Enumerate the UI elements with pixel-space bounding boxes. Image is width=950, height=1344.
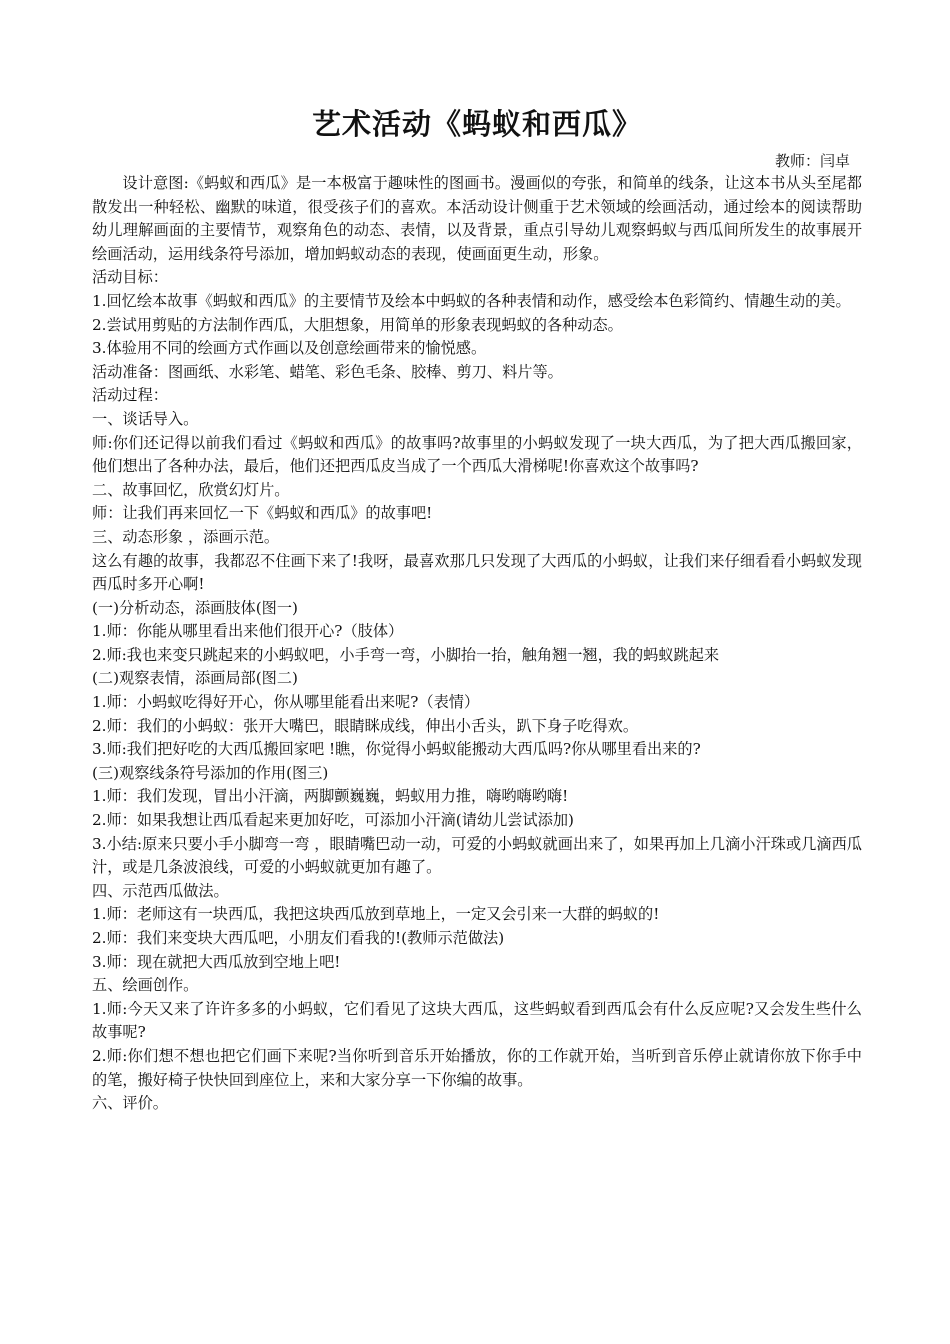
document-page xyxy=(92,100,862,1116)
paragraph: 1.师：小蚂蚁吃得好开心，你从哪里能看出来呢?（表情） xyxy=(92,693,480,712)
teacher-name: 教师：闫卓 xyxy=(774,152,850,170)
goal-item-1: 1.回忆绘本故事《蚂蚁和西瓜》的主要情节及绘本中蚂蚁的各种表情和动作，感受绘本色彩简约、情趣生动的美。 xyxy=(92,291,851,310)
paragraph: 2.师：如果我想让西瓜看起来更加好吃，可添加小汗滴(请幼儿尝试添加) xyxy=(92,811,574,830)
paragraph: 1.师:今天又来了许许多多的小蚂蚁，它们看见了这块大西瓜，这些蚂蚁看到西瓜会有什么反应呢?又会发生些什么故事呢? xyxy=(92,999,862,1042)
process-heading: 活动过程： xyxy=(92,386,168,405)
paragraph: 师：让我们再来回忆一下《蚂蚁和西瓜》的故事吧! xyxy=(92,504,433,523)
paragraph: 1.师：我们发现，冒出小汗滴，两脚颤巍巍，蚂蚁用力推，嗨哟嗨哟嗨! xyxy=(92,787,569,806)
paragraph: 1.师：老师这有一块西瓜，我把这块西瓜放到草地上，一定又会引来一大群的蚂蚁的! xyxy=(92,905,660,924)
paragraph: 师:你们还记得以前我们看过《蚂蚁和西瓜》的故事吗?故事里的小蚂蚁发现了一块大西瓜，为了把大西瓜搬回家，他们想出了各种办法，最后，他们还把西瓜皮当成了一个西瓜大滑梯呢!你喜欢这个故事吗? xyxy=(92,433,862,476)
section-heading-6: 六、评价。 xyxy=(92,1094,168,1113)
paragraph: 3.师:我们把好吃的大西瓜搬回家吧 !瞧，你觉得小蚂蚁能搬动大西瓜吗?你从哪里看出来的? xyxy=(92,740,701,759)
document-title: 艺术活动《蚂蚁和西瓜》 xyxy=(311,107,642,141)
subsection-heading: (三)观察线条符号添加的作用(图三) xyxy=(92,763,329,782)
paragraph: 2.师：我们的小蚂蚁：张开大嘴巴，眼睛眯成线，伸出小舌头，趴下身子吃得欢。 xyxy=(92,716,639,735)
preparation-line: 活动准备：图画纸、水彩笔、蜡笔、彩色毛条、胶棒、剪刀、料片等。 xyxy=(92,362,563,381)
paragraph: 2.师：我们来变块大西瓜吧，小朋友们看我的!(教师示范做法) xyxy=(92,929,505,947)
design-intent-paragraph: 设计意图:《蚂蚁和西瓜》是一本极富于趣味性的图画书。漫画似的夸张，和简单的线条，让这本书从头至尾都散发出一种轻松、幽默的味道，很受孩子们的喜欢。本活动设计侧重于艺术领域的绘画活动，通过绘本的阅读帮助幼儿理解画面的主要情节，观察角色的动态、表情，以及背景，重点引导幼儿观察蚂蚁与西瓜间所发生的故事展开绘画活动，运用线条符号添加，增加蚂蚁动态的表现，使画面更生动，形象。 xyxy=(92,174,862,263)
paragraph: 这么有趣的故事，我都忍不住画下来了!我呀，最喜欢那几只发现了大西瓜的小蚂蚁，让我们来仔细看看小蚂蚁发现西瓜时多开心啊! xyxy=(92,551,862,594)
goal-item-2: 2.尝试用剪贴的方法制作西瓜，大胆想象，用简单的形象表现蚂蚁的各种动态。 xyxy=(92,315,623,334)
section-heading-4: 四、示范西瓜做法。 xyxy=(92,881,229,900)
paragraph: 2.师:我也来变只跳起来的小蚂蚁吧，小手弯一弯，小脚抬一抬，触角翘一翘，我的蚂蚁跳起来 xyxy=(92,645,720,664)
document-body xyxy=(92,172,862,1116)
subsection-heading: (二)观察表情，添画局部(图二) xyxy=(92,669,298,688)
section-heading-2: 二、故事回忆，欣赏幻灯片。 xyxy=(92,480,290,499)
paragraph: 2.师:你们想不想也把它们画下来呢?当你听到音乐开始播放，你的工作就开始，当听到音乐停止就请你放下你手中的笔，搬好椅子快快回到座位上，来和大家分享一下你编的故事。 xyxy=(92,1046,862,1089)
subsection-heading: (一)分析动态，添画肢体(图一) xyxy=(92,598,298,617)
paragraph: 3.师：现在就把大西瓜放到空地上吧! xyxy=(92,952,341,971)
section-heading-5: 五、绘画创作。 xyxy=(92,976,199,995)
paragraph: 3.小结:原来只要小手小脚弯一弯 ，眼睛嘴巴动一动，可爱的小蚂蚁就画出来了，如果再加上几滴小汗珠或几滴西瓜汁，或是几条波浪线，可爱的小蚂蚁就更加有趣了。 xyxy=(92,834,862,877)
paragraph: 1.师：你能从哪里看出来他们很开心?（肢体） xyxy=(92,622,404,641)
section-heading-3: 三、动态形象 ，添画示范。 xyxy=(92,527,280,546)
goal-item-3: 3.体验用不同的绘画方式作画以及创意绘画带来的愉悦感。 xyxy=(92,339,487,358)
section-heading-1: 一、谈话导入。 xyxy=(92,409,199,428)
goals-heading: 活动目标： xyxy=(92,268,168,287)
